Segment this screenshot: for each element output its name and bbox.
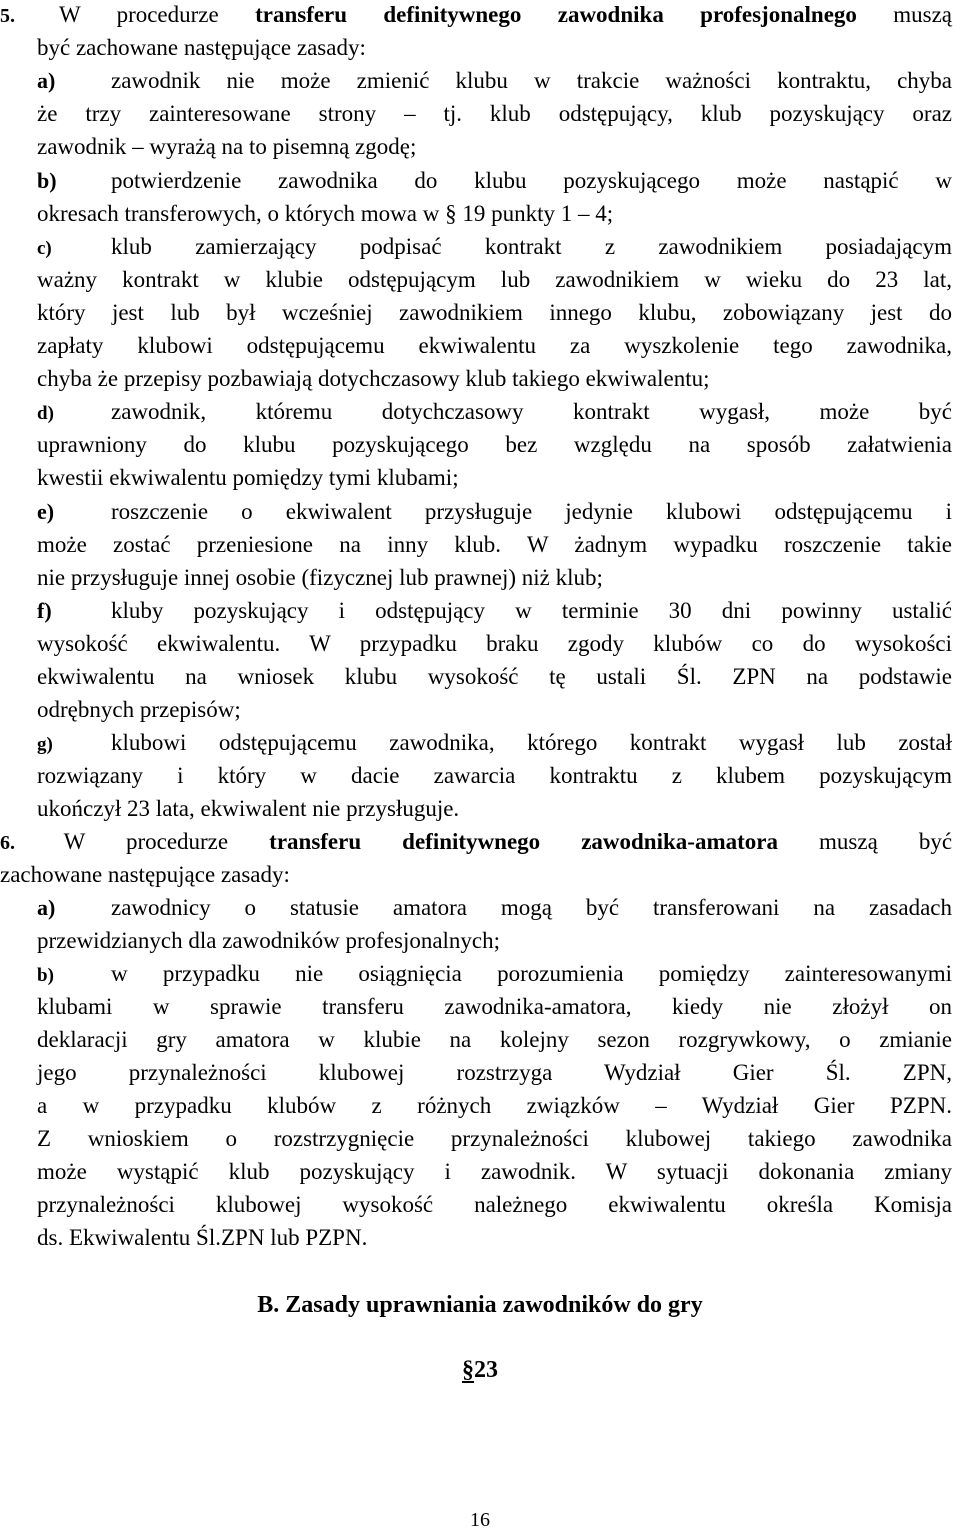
- sec5-d-marker: d): [37, 403, 54, 424]
- sec6-item-a-line-1: [37, 893, 952, 923]
- sec6-b-marker: b): [37, 965, 54, 986]
- sec6-item-b-line-6: Z wnioskiem o rozstrzygnięcie przynależności klubowej takiego zawodnika: [37, 1126, 952, 1151]
- paragraph-heading: [0, 1353, 960, 1387]
- paragraph-sign: §: [462, 1357, 474, 1383]
- sec5-g-text-1: klubowi odstępującemu zawodnika, którego kontrakt wygasł lub został: [111, 730, 952, 755]
- sec5-intro-b: muszą: [893, 2, 953, 27]
- sec5-item-c-line-5: chyba że przepisy pozbawiają dotychczasowy klub takiego ekwiwalentu;: [37, 366, 710, 391]
- sec5-item-d-line-2: uprawniony do klubu pozyskującego bez względu na sposób załatwienia: [37, 432, 952, 457]
- sec5-c-marker: c): [37, 238, 52, 259]
- sec5-item-f-line-4: odrębnych przepisów;: [37, 697, 241, 722]
- sec6-a-marker: a): [37, 895, 56, 920]
- sec5-item-a-line-2: że trzy zainteresowane strony – tj. klub odstępujący, klub pozyskujący oraz: [37, 101, 952, 126]
- sec5-number: 5.: [0, 5, 15, 27]
- sec5-item-b-line-2: okresach transferowych, o których mowa w § 19 punkty 1 – 4;: [37, 201, 614, 226]
- sec5-g-marker: g): [37, 734, 53, 755]
- sec5-f-marker: f): [37, 598, 52, 623]
- sec5-intro-a: W procedurze: [58, 2, 219, 27]
- section-heading: B. Zasady uprawniania zawodników do gry: [257, 1292, 703, 1318]
- sec6-item-b-line-7: może wystąpić klub pozyskujący i zawodnik. W sytuacji dokonania zmiany: [37, 1159, 952, 1184]
- sec6-a-text-1: zawodnicy o statusie amatora mogą być transferowani na zasadach: [111, 895, 952, 920]
- sec5-item-d-line-3: kwestii ekwiwalentu pomiędzy tymi klubami;: [37, 465, 459, 490]
- page-number: 16: [470, 1509, 490, 1531]
- sec5-a-text-1: zawodnik nie może zmienić klubu w trakcie ważności kontraktu, chyba: [111, 68, 952, 93]
- sec6-item-b-line-2: klubami w sprawie transferu zawodnika-amatora, kiedy nie złożył on: [37, 994, 952, 1019]
- sec5-e-marker: e): [37, 499, 55, 524]
- sec5-item-c-line-1: [37, 232, 952, 264]
- paragraph-number: 23: [474, 1357, 498, 1383]
- sec5-item-a-line-1: [37, 66, 952, 96]
- sec5-item-f-line-2: wysokość ekwiwalentu. W przypadku braku zgody klubów co do wysokości: [37, 631, 952, 656]
- sec6-intro-b: muszą być: [819, 829, 953, 854]
- sec5-item-f-line-3: ekwiwalentu na wniosek klubu wysokość tę ustali Śl. ZPN na podstawie: [37, 664, 952, 689]
- sec6-item-b-line-8: przynależności klubowej wysokość należnego ekwiwalentu określa Komisja: [37, 1192, 952, 1217]
- sec6-intro-line-2: zachowane następujące zasady:: [0, 862, 290, 887]
- sec5-f-text-1: kluby pozyskujący i odstępujący w terminie 30 dni powinny ustalić: [111, 598, 952, 623]
- sec5-item-a-line-3: zawodnik – wyrażą na to pisemną zgodę;: [37, 134, 417, 159]
- sec5-item-g-line-3: ukończył 23 lata, ekwiwalent nie przysługuje.: [37, 796, 460, 821]
- sec6-intro-bold: transferu definitywnego zawodnika-amatora: [269, 829, 778, 854]
- sec6-intro-a: W procedurze: [63, 829, 229, 854]
- sec5-item-b-line-1: [37, 166, 952, 196]
- sec6-item-b-line-3: deklaracji gry amatora w klubie na kolejny sezon rozgrywkowy, o zmianie: [37, 1027, 952, 1052]
- sec5-item-c-line-4: zapłaty klubowi odstępującemu ekwiwalentu za wyszkolenie tego zawodnika,: [37, 333, 952, 358]
- sec5-intro-bold: transferu definitywnego zawodnika profesjonalnego: [255, 2, 857, 27]
- sec5-item-e-line-1: [37, 497, 952, 527]
- sec5-item-g-line-1: [37, 728, 952, 760]
- sec5-item-e-line-3: nie przysługuje innej osobie (fizycznej lub prawnej) niż klub;: [37, 565, 603, 590]
- sec5-d-text-1: zawodnik, któremu dotychczasowy kontrakt wygasł, może być: [111, 399, 952, 424]
- sec5-e-text-1: roszczenie o ekwiwalent przysługuje jedynie klubowi odstępującemu i: [111, 499, 952, 524]
- sec6-item-a-line-2: przewidzianych dla zawodników profesjonalnych;: [37, 928, 501, 953]
- sec5-item-c-line-3: który jest lub był wcześniej zawodnikiem innego klubu, zobowiązany jest do: [37, 300, 952, 325]
- sec5-intro-line-2: być zachowane następujące zasady:: [37, 35, 366, 60]
- sec6-item-b-line-9: ds. Ekwiwalentu Śl.ZPN lub PZPN.: [37, 1225, 368, 1250]
- sec5-item-c-line-2: ważny kontrakt w klubie odstępującym lub zawodnikiem w wieku do 23 lat,: [37, 267, 952, 292]
- sec6-number: 6.: [0, 832, 15, 854]
- sec5-item-e-line-2: może zostać przeniesione na inny klub. W żadnym wypadku roszczenie takie: [37, 532, 952, 557]
- sec5-item-d-line-1: [37, 397, 952, 429]
- sec5-item-f-line-1: [37, 596, 952, 626]
- sec5-intro-line-1: [0, 0, 952, 31]
- sec5-a-marker: a): [37, 68, 56, 93]
- sec5-item-g-line-2: rozwiązany i który w dacie zawarcia kontraktu z klubem pozyskującym: [37, 763, 952, 788]
- sec6-item-b-line-5: a w przypadku klubów z różnych związków – Wydział Gier PZPN.: [37, 1093, 952, 1118]
- sec5-b-text-1: potwierdzenie zawodnika do klubu pozyskującego może nastąpić w: [111, 168, 952, 193]
- sec6-item-b-line-4: jego przynależności klubowej rozstrzyga Wydział Gier Śl. ZPN,: [37, 1060, 952, 1085]
- sec6-intro-line-1: [0, 827, 952, 858]
- sec6-b-text-1: w przypadku nie osiągnięcia porozumienia pomiędzy zainteresowanymi: [111, 961, 952, 986]
- sec5-b-marker: b): [37, 168, 57, 193]
- sec6-item-b-line-1: [37, 959, 952, 991]
- sec5-c-text-1: klub zamierzający podpisać kontrakt z zawodnikiem posiadającym: [111, 234, 952, 259]
